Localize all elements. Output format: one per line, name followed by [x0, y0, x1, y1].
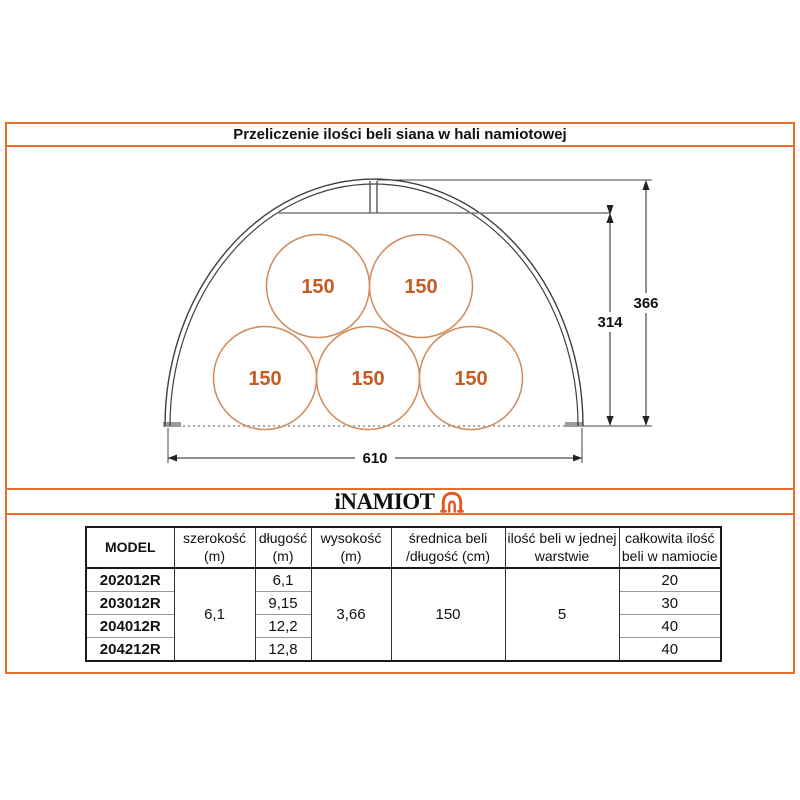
- table-row: [86, 568, 721, 592]
- spec-table: [85, 526, 722, 662]
- header-row: [86, 527, 721, 568]
- arrowhead: [643, 181, 650, 190]
- arrowhead: [168, 455, 177, 462]
- brand-name: iNAMIOT: [334, 489, 435, 514]
- arrowhead: [607, 214, 614, 223]
- tent-cross-section-drawing: [7, 147, 793, 488]
- arrowhead: [573, 455, 582, 462]
- srednica-cell: 150: [391, 568, 505, 661]
- calkowita-cell: 20: [619, 568, 721, 592]
- header-text: wysokość: [320, 530, 382, 546]
- page-title: [7, 124, 793, 147]
- dlugosc-cell: 9,15: [255, 592, 311, 615]
- col-header-wysokosc: [311, 527, 391, 568]
- col-header-calkowita: [619, 527, 721, 568]
- header-text: średnica beli: [408, 530, 488, 546]
- calkowita-cell: 30: [619, 592, 721, 615]
- arrowhead: [607, 416, 614, 425]
- dim-label-314: 314: [597, 314, 623, 331]
- header-text: (m): [272, 547, 294, 564]
- dlugosc-cell: 12,2: [255, 615, 311, 638]
- header-text: długość: [258, 530, 308, 546]
- ilosc-warstwa-cell: 5: [505, 568, 619, 661]
- right-foot-pad: [565, 422, 583, 427]
- calkowita-cell: 40: [619, 615, 721, 638]
- model-cell: 202012R: [86, 568, 174, 592]
- dlugosc-cell: 6,1: [255, 568, 311, 592]
- tent-diagram: [7, 147, 793, 488]
- bale-diameter-label: 150: [454, 368, 488, 390]
- header-text: całkowita ilość: [625, 530, 715, 546]
- col-header-srednica: [391, 527, 505, 568]
- header-text: ilość beli w jednej: [507, 530, 617, 546]
- tent-arch-icon: [438, 490, 466, 514]
- col-header-model: [86, 527, 174, 568]
- szerokosc-cell: 6,1: [174, 568, 255, 661]
- model-cell: 204012R: [86, 615, 174, 638]
- wysokosc-cell: 3,66: [311, 568, 391, 661]
- dlugosc-cell: 12,8: [255, 638, 311, 662]
- spec-table-section: [7, 515, 793, 667]
- dim-label-366: 366: [633, 295, 659, 312]
- header-text: (m): [204, 547, 225, 564]
- calkowita-cell: 40: [619, 638, 721, 662]
- header-text: warstwie: [534, 547, 590, 564]
- header-text: (m): [340, 547, 362, 564]
- bale-diameter-label: 150: [248, 368, 282, 390]
- dim-label-610: 610: [362, 450, 388, 467]
- header-text: szerokość: [182, 530, 247, 546]
- arrowhead: [643, 416, 650, 425]
- content-frame: [5, 122, 795, 674]
- model-cell: 203012R: [86, 592, 174, 615]
- bale-diameter-label: 150: [301, 276, 335, 298]
- bale-diameter-label: 150: [351, 368, 385, 390]
- col-header-ilosc-warstwa: [505, 527, 619, 568]
- bale-diameter-label: 150: [404, 276, 438, 298]
- model-cell: 204212R: [86, 638, 174, 662]
- header-text: /długość (cm): [405, 547, 491, 564]
- page-title-text: Przeliczenie ilości beli siana w hali namiotowej: [233, 126, 567, 143]
- col-header-dlugosc: [255, 527, 311, 568]
- header-text: beli w namiocie: [621, 547, 718, 564]
- brand-bar: [7, 488, 793, 515]
- header-text: MODEL: [104, 538, 156, 555]
- col-header-szerokosc: [174, 527, 255, 568]
